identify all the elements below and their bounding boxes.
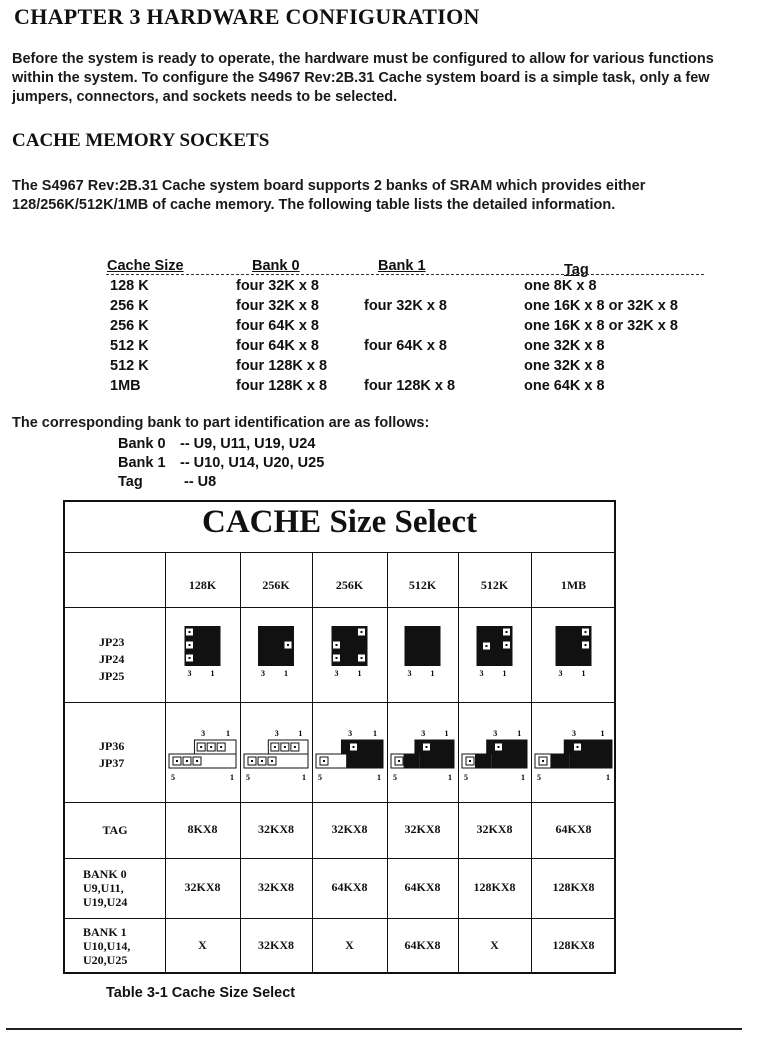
cache-value-cell: X xyxy=(490,938,499,952)
cache-paragraph: The S4967 Rev:2B.31 Cache system board supports 2 banks of SRAM which provides either 128/256K/512K/1MB of cache memory. The following table lists the detailed information. xyxy=(12,178,646,213)
cache-value-cell: 8KX8 xyxy=(187,822,218,836)
column-header: 512K xyxy=(408,578,437,592)
cache-size-select-table xyxy=(63,500,616,974)
pin-1-label: 1 xyxy=(606,773,610,782)
jumper-jp23-jp25-diagram xyxy=(387,614,458,704)
jumper-name: JP25 xyxy=(99,669,125,683)
cache-value-cell: 128KX8 xyxy=(552,938,595,952)
pin-3-label: 3 xyxy=(274,729,279,738)
sram-cell: one 64K x 8 xyxy=(524,378,605,394)
sram-cell: 512 K xyxy=(110,338,149,354)
header-cache-size: Cache Size xyxy=(107,258,184,274)
cache-value-cell: 128KX8 xyxy=(552,880,595,894)
sram-cell: 256 K xyxy=(110,318,149,334)
pin-3-label: 3 xyxy=(348,729,353,738)
pin-3-label: 3 xyxy=(334,669,339,678)
column-header: 512K xyxy=(480,578,509,592)
pin-1-label: 1 xyxy=(600,729,605,738)
sram-cell: four 128K x 8 xyxy=(236,378,328,394)
jumper-jp23-jp25-diagram xyxy=(531,614,616,704)
sram-cell: one 16K x 8 or 32K x 8 xyxy=(524,318,678,334)
sram-cell: four 32K x 8 xyxy=(236,278,319,294)
row-label-line: U9,U11, xyxy=(83,881,124,895)
cache-value-cell: 32KX8 xyxy=(258,880,294,894)
cache-value-cell: 64KX8 xyxy=(404,880,441,894)
pin-5-label: 5 xyxy=(171,773,175,782)
bank-parts-list: -- U8 xyxy=(184,474,217,490)
sram-cell: four 128K x 8 xyxy=(364,378,456,394)
jumper-name: JP37 xyxy=(99,756,125,770)
column-header: 256K xyxy=(335,578,364,592)
bottom-rule xyxy=(6,1028,742,1030)
bank-label: Tag xyxy=(118,474,143,490)
jumper-jp23-jp25-diagram xyxy=(458,614,531,704)
sram-cell: 128 K xyxy=(110,278,149,294)
cache-value-cell: 128KX8 xyxy=(473,880,516,894)
jumper-jp36-jp37-diagram xyxy=(458,724,531,794)
jumper-jp36-jp37-diagram xyxy=(240,724,312,794)
jumper-block xyxy=(405,626,441,666)
pin-1-label: 1 xyxy=(225,729,230,738)
pin-1-label: 1 xyxy=(517,729,522,738)
cache-value-cell: 32KX8 xyxy=(184,880,221,894)
cache-value-cell: 32KX8 xyxy=(258,938,294,952)
jumper-jp23-jp25-diagram xyxy=(312,614,387,704)
intro-paragraph: Before the system is ready to operate, the hardware must be configured to allow for various functions within the system. To configure the S4967 Rev:2B.31 Cache system board is a simple task, only a few jumpers, connectors, and sockets needs to be selected. xyxy=(12,51,714,105)
pin-1-label: 1 xyxy=(448,773,452,782)
pin-3-label: 3 xyxy=(201,729,206,738)
bank-label: Bank 1 xyxy=(118,455,166,471)
bank-parts-list: -- U10, U14, U20, U25 xyxy=(180,455,325,471)
row-label xyxy=(83,867,127,909)
row-label xyxy=(83,925,130,967)
sram-cell: one 32K x 8 xyxy=(524,338,605,354)
cache-value-cell: 64KX8 xyxy=(555,822,592,836)
pin-1-label: 1 xyxy=(581,669,586,678)
cache-value-cell: 32KX8 xyxy=(258,822,294,836)
pin-1-label: 1 xyxy=(430,669,435,678)
pin-5-label: 5 xyxy=(464,773,468,782)
pin-1-label: 1 xyxy=(210,669,215,678)
pin-1-label: 1 xyxy=(284,669,288,678)
pin-3-label: 3 xyxy=(493,729,498,738)
pin-5-label: 5 xyxy=(393,773,397,782)
bank-parts-list: -- U9, U11, U19, U24 xyxy=(180,436,316,452)
row-label-line: BANK 1 xyxy=(83,925,127,939)
sram-cell: four 128K x 8 xyxy=(236,358,328,374)
sram-cell: four 32K x 8 xyxy=(364,298,447,314)
sram-cell: one 32K x 8 xyxy=(524,358,605,374)
jumper-jp36-jp37-diagram xyxy=(165,724,240,794)
pin-3-label: 3 xyxy=(261,669,265,678)
pin-1-label: 1 xyxy=(444,729,449,738)
jumper-name: JP24 xyxy=(99,652,125,666)
pin-1-label: 1 xyxy=(372,729,377,738)
bank-intro: The corresponding bank to part identification are as follows: xyxy=(12,415,430,431)
sram-cell: four 64K x 8 xyxy=(236,338,319,354)
pin-1-label: 1 xyxy=(502,669,507,678)
pin-3-label: 3 xyxy=(479,669,484,678)
cache-value-cell: X xyxy=(345,938,354,952)
column-header: 128K xyxy=(188,578,217,592)
table-caption: Table 3-1 Cache Size Select xyxy=(106,985,296,1001)
cache-value-cell: 32KX8 xyxy=(476,822,513,836)
jp23-jp25-label xyxy=(99,634,124,685)
jumper-jp36-jp37-diagram xyxy=(387,724,458,794)
sram-cell: one 8K x 8 xyxy=(524,278,597,294)
jumper-jp36-jp37-diagram xyxy=(531,724,616,794)
pin-5-label: 5 xyxy=(537,773,541,782)
header-tag: Tag xyxy=(564,262,589,278)
jumper-jp23-jp25-diagram xyxy=(240,614,312,704)
row-label-line: TAG xyxy=(102,823,128,837)
row-label-line: U10,U14, xyxy=(83,939,131,953)
sram-cell: 512 K xyxy=(110,358,149,374)
row-label-line: U20,U25 xyxy=(83,953,128,967)
jumper-jp36-jp37-diagram xyxy=(312,724,387,794)
jumper-name: JP23 xyxy=(99,635,125,649)
sram-cell: 1MB xyxy=(110,378,141,394)
cache-value-cell: 32KX8 xyxy=(331,822,368,836)
pin-1-label: 1 xyxy=(357,669,362,678)
pin-5-label: 5 xyxy=(246,773,250,782)
cache-value-cell: 64KX8 xyxy=(404,938,441,952)
jumper-name: JP36 xyxy=(99,739,125,753)
sram-cell: 256 K xyxy=(110,298,149,314)
header-bank-0: Bank 0 xyxy=(252,258,300,274)
pin-1-label: 1 xyxy=(230,773,234,782)
jp36-jp37-label xyxy=(99,738,124,772)
pin-1-label: 1 xyxy=(377,773,381,782)
sram-cell: one 16K x 8 or 32K x 8 xyxy=(524,298,678,314)
sram-cell: four 64K x 8 xyxy=(364,338,447,354)
sram-cell: four 64K x 8 xyxy=(236,318,319,334)
row-label-line: U19,U24 xyxy=(83,895,128,909)
header-bank-1: Bank 1 xyxy=(378,258,426,274)
chapter-title: CHAPTER 3 HARDWARE CONFIGURATION xyxy=(14,4,480,29)
pin-1-label: 1 xyxy=(521,773,525,782)
cache-value-cell: 32KX8 xyxy=(404,822,441,836)
pin-3-label: 3 xyxy=(407,669,412,678)
row-label xyxy=(83,823,147,837)
pin-1-label: 1 xyxy=(302,773,306,782)
jumper-jp23-jp25-diagram xyxy=(165,614,240,704)
section-title: CACHE MEMORY SOCKETS xyxy=(12,130,270,151)
pin-3-label: 3 xyxy=(558,669,563,678)
pin-3-label: 3 xyxy=(421,729,426,738)
column-header: 1MB xyxy=(560,578,587,592)
cache-table-title: CACHE Size Select xyxy=(202,504,477,540)
cache-value-cell: 64KX8 xyxy=(331,880,368,894)
cache-value-cell: X xyxy=(198,938,207,952)
pin-3-label: 3 xyxy=(571,729,576,738)
pin-3-label: 3 xyxy=(187,669,192,678)
pin-1-label: 1 xyxy=(298,729,303,738)
bank-label: Bank 0 xyxy=(118,436,166,452)
pin-5-label: 5 xyxy=(318,773,322,782)
column-header: 256K xyxy=(262,578,290,592)
sram-cell: four 32K x 8 xyxy=(236,298,319,314)
row-label-line: BANK 0 xyxy=(83,867,127,881)
header-rule xyxy=(106,274,704,275)
